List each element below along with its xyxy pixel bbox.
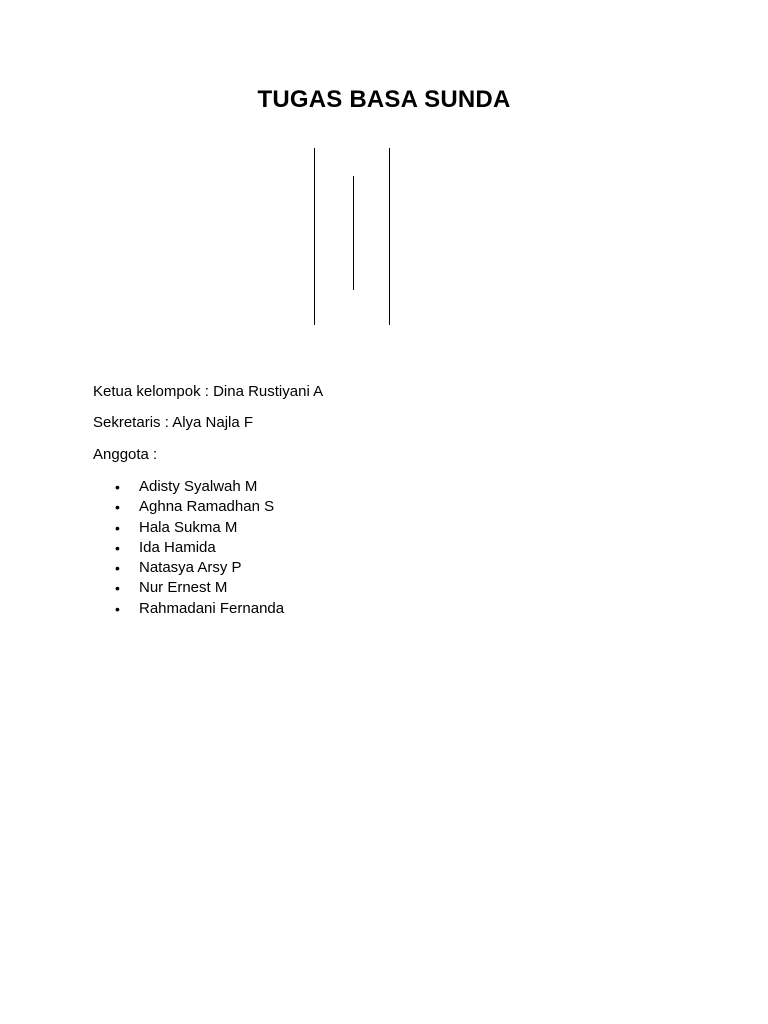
decorative-line-middle	[353, 176, 354, 290]
member-name: Aghna Ramadhan S	[139, 498, 275, 516]
member-name: Adisty Syalwah M	[139, 478, 258, 495]
member-name: Nur Ernest M	[139, 579, 228, 597]
member-name: Rahmadani Fernanda	[139, 599, 285, 617]
bullet-icon: •	[115, 580, 120, 597]
bullet-icon: •	[115, 539, 120, 556]
decorative-line-right	[389, 148, 390, 325]
decorative-line-left	[314, 148, 315, 325]
member-name: Natasya Arsy P	[139, 559, 242, 577]
bullet-icon: •	[115, 600, 120, 617]
secretary-line: Sekretaris : Alya Najla F	[93, 414, 254, 431]
page-title: TUGAS BASA SUNDA	[257, 86, 511, 113]
member-name: Ida Hamida	[139, 538, 216, 556]
group-leader-line: Ketua kelompok : Dina Rustiyani A	[93, 383, 324, 400]
bullet-icon: •	[115, 560, 120, 577]
bullet-icon: •	[115, 499, 120, 516]
bullet-icon: •	[115, 479, 120, 495]
bullet-icon: •	[115, 519, 120, 536]
member-name: Hala Sukma M	[139, 518, 238, 536]
members-label: Anggota :	[93, 446, 158, 463]
